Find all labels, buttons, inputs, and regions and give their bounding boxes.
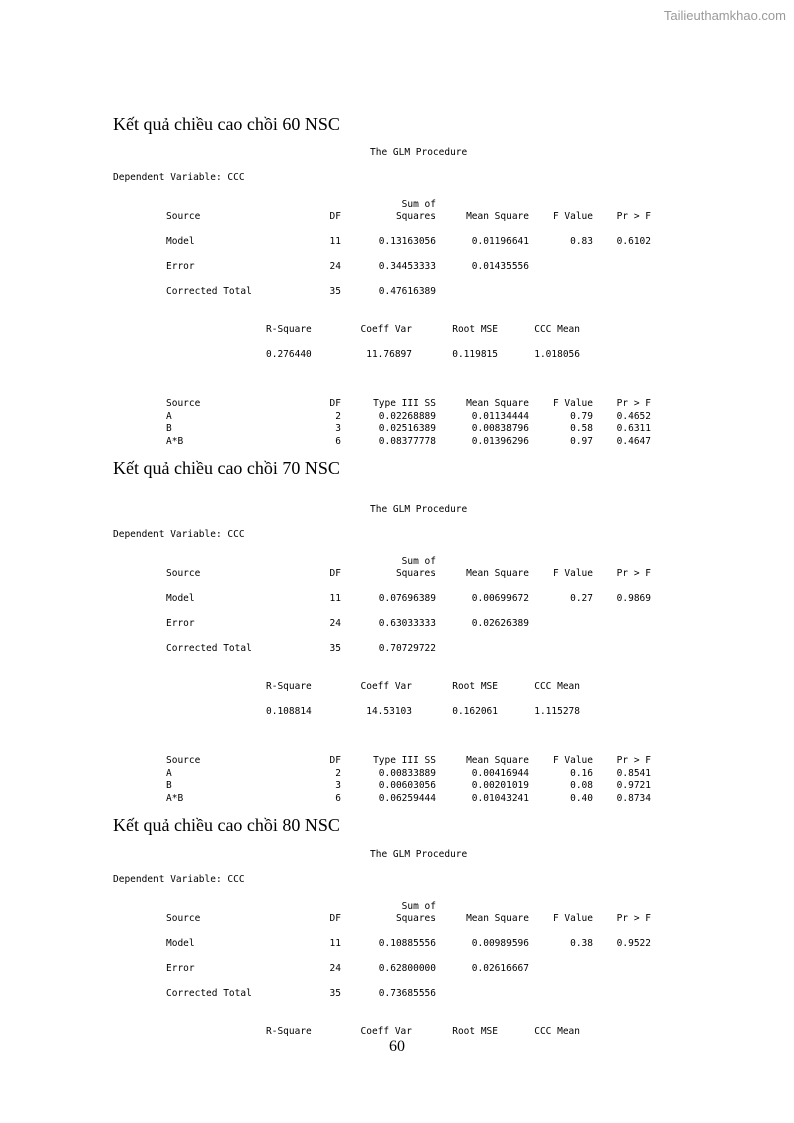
root-mse-value: 0.119815 — [452, 348, 498, 360]
anova-table — [166, 554, 651, 654]
col-source: Source — [166, 398, 201, 409]
col-pr-f: Pr > F — [616, 211, 651, 222]
col-f-value: F Value — [552, 913, 593, 924]
cell-ms: 0.00838796 — [471, 423, 529, 434]
cell-ms: 0.01435556 — [471, 261, 529, 272]
cell-p: 0.9522 — [616, 938, 651, 949]
cell-ss: 0.02516389 — [378, 423, 436, 434]
cell-source: Model — [166, 593, 195, 604]
cell-f — [529, 272, 593, 297]
cell-ms: 0.00416944 — [471, 767, 529, 779]
cell-df: 24 — [329, 618, 341, 629]
cell-f — [529, 604, 593, 629]
col-mean-square: Mean Square — [466, 755, 529, 766]
col-coeff-var: Coeff Var — [360, 1025, 412, 1037]
coeff-var-value: 11.76897 — [366, 348, 412, 360]
table-row — [166, 629, 651, 654]
col-squares: Squares — [395, 568, 436, 579]
col-source: Source — [166, 913, 201, 924]
col-mean-square: Mean Square — [466, 211, 529, 222]
table-row — [166, 766, 651, 779]
col-mean-square: Mean Square — [466, 568, 529, 579]
table-row — [166, 247, 651, 272]
col-ccc-mean: CCC Mean — [534, 1025, 580, 1037]
table-row — [166, 579, 651, 604]
cell-ss: 0.06259444 — [378, 792, 436, 804]
col-sum-of: Sum of — [401, 900, 436, 912]
cell-f — [529, 247, 593, 272]
cell-df: 35 — [329, 286, 341, 297]
cell-ms — [436, 629, 529, 654]
cell-source: Error — [166, 963, 195, 974]
col-f-value: F Value — [552, 755, 593, 766]
col-source: Source — [166, 755, 201, 766]
cell-source: Corrected Total — [166, 988, 252, 999]
cell-ss: 0.07696389 — [378, 593, 436, 604]
cell-ss: 0.34453333 — [378, 261, 436, 272]
col-pr-f: Pr > F — [616, 398, 651, 409]
cell-source: A — [166, 767, 172, 779]
cell-f: 0.16 — [570, 767, 593, 779]
procedure-title: The GLM Procedure — [370, 849, 468, 860]
type3-table — [166, 741, 651, 804]
cell-source: Corrected Total — [166, 286, 252, 297]
col-type3: Type III SS — [373, 755, 436, 766]
col-r-square: R-Square — [266, 680, 312, 692]
cell-f: 0.08 — [570, 780, 593, 791]
cell-ss: 0.00833889 — [378, 767, 436, 779]
cell-df: 35 — [329, 643, 341, 654]
ccc-mean-value: 1.115278 — [534, 705, 580, 717]
fit-statistics-table — [266, 1024, 586, 1037]
col-df: DF — [329, 568, 341, 579]
cell-ss: 0.62800000 — [378, 963, 436, 974]
col-r-square: R-Square — [266, 323, 312, 335]
table-row — [166, 409, 651, 422]
col-squares: Squares — [395, 211, 436, 222]
anova-table — [166, 197, 651, 297]
cell-p — [593, 247, 651, 272]
col-source: Source — [166, 568, 201, 579]
cell-p: 0.4647 — [616, 435, 651, 447]
anova-table — [166, 899, 651, 999]
fit-statistics-table — [266, 322, 586, 360]
cell-df: 35 — [329, 988, 341, 999]
cell-ms: 0.02616667 — [471, 963, 529, 974]
col-f-value: F Value — [552, 211, 593, 222]
cell-f: 0.79 — [570, 410, 593, 422]
col-f-value: F Value — [552, 568, 593, 579]
cell-ms: 0.01396296 — [471, 435, 529, 447]
cell-p — [593, 604, 651, 629]
col-pr-f: Pr > F — [616, 755, 651, 766]
cell-source: B — [166, 780, 172, 791]
col-root-mse: Root MSE — [452, 680, 498, 692]
col-sum-of: Sum of — [401, 198, 436, 210]
col-source: Source — [166, 211, 201, 222]
table-row — [166, 779, 651, 792]
cell-ss: 0.02268889 — [378, 410, 436, 422]
cell-f: 0.27 — [570, 593, 593, 604]
table-row — [166, 422, 651, 435]
type3-table — [166, 384, 651, 447]
col-ccc-mean: CCC Mean — [534, 680, 580, 692]
cell-ms — [436, 272, 529, 297]
cell-df: 6 — [335, 792, 341, 804]
col-root-mse: Root MSE — [452, 1025, 498, 1037]
cell-p — [593, 974, 651, 999]
dependent-variable: Dependent Variable: CCC — [113, 172, 245, 183]
cell-source: Error — [166, 261, 195, 272]
watermark: Tailieuthamkhao.com — [663, 8, 786, 23]
cell-ss: 0.10885556 — [378, 938, 436, 949]
table-row — [166, 434, 651, 447]
cell-source: Model — [166, 938, 195, 949]
ccc-mean-value: 1.018056 — [534, 348, 580, 360]
col-mean-square: Mean Square — [466, 398, 529, 409]
section-heading: Kết quả chiều cao chồi 80 NSC — [113, 815, 340, 835]
cell-ms: 0.02626389 — [471, 618, 529, 629]
cell-ss: 0.70729722 — [378, 643, 436, 654]
procedure-title: The GLM Procedure — [370, 504, 468, 515]
table-row — [166, 949, 651, 974]
cell-df: 6 — [335, 435, 341, 447]
coeff-var-value: 14.53103 — [366, 705, 412, 717]
cell-ms: 0.00201019 — [471, 780, 529, 791]
cell-ss: 0.63033333 — [378, 618, 436, 629]
cell-ms: 0.01134444 — [471, 410, 529, 422]
procedure-title: The GLM Procedure — [370, 147, 468, 158]
cell-ss: 0.73685556 — [378, 988, 436, 999]
cell-df: 24 — [329, 261, 341, 272]
dependent-variable: Dependent Variable: CCC — [113, 529, 245, 540]
r-square-value: 0.276440 — [266, 348, 312, 360]
col-type3: Type III SS — [373, 398, 436, 409]
cell-source: B — [166, 423, 172, 434]
col-pr-f: Pr > F — [616, 913, 651, 924]
cell-p: 0.6311 — [616, 423, 651, 434]
cell-ss: 0.13163056 — [378, 236, 436, 247]
col-root-mse: Root MSE — [452, 323, 498, 335]
table-row — [166, 974, 651, 999]
table-row — [166, 604, 651, 629]
col-sum-of: Sum of — [401, 555, 436, 567]
cell-p — [593, 949, 651, 974]
table-row — [166, 222, 651, 247]
cell-p — [593, 629, 651, 654]
cell-p — [593, 272, 651, 297]
cell-ss: 0.47616389 — [378, 286, 436, 297]
cell-source: Corrected Total — [166, 643, 252, 654]
cell-source: Model — [166, 236, 195, 247]
cell-df: 2 — [335, 410, 341, 422]
cell-f — [529, 949, 593, 974]
r-square-value: 0.108814 — [266, 705, 312, 717]
table-row — [166, 791, 651, 804]
cell-source: A*B — [166, 435, 184, 447]
cell-df: 11 — [329, 593, 341, 604]
cell-ms: 0.01196641 — [471, 236, 529, 247]
root-mse-value: 0.162061 — [452, 705, 498, 717]
cell-p: 0.8734 — [616, 792, 651, 804]
cell-p: 0.6102 — [616, 236, 651, 247]
cell-f: 0.83 — [570, 236, 593, 247]
table-row — [166, 272, 651, 297]
cell-source: A*B — [166, 792, 184, 804]
cell-ms: 0.00699672 — [471, 593, 529, 604]
col-pr-f: Pr > F — [616, 568, 651, 579]
col-df: DF — [329, 398, 341, 409]
dependent-variable: Dependent Variable: CCC — [113, 874, 245, 885]
col-coeff-var: Coeff Var — [360, 680, 412, 692]
col-f-value: F Value — [552, 398, 593, 409]
cell-f: 0.97 — [570, 435, 593, 447]
page-number: 60 — [389, 1038, 405, 1055]
cell-source: A — [166, 410, 172, 422]
cell-f: 0.40 — [570, 792, 593, 804]
col-r-square: R-Square — [266, 1025, 312, 1037]
cell-df: 2 — [335, 767, 341, 779]
cell-f — [529, 629, 593, 654]
cell-df: 11 — [329, 938, 341, 949]
cell-ms — [436, 974, 529, 999]
cell-f: 0.58 — [570, 423, 593, 434]
col-squares: Squares — [395, 913, 436, 924]
col-mean-square: Mean Square — [466, 913, 529, 924]
cell-df: 3 — [335, 423, 341, 434]
cell-ss: 0.00603056 — [378, 780, 436, 791]
fit-statistics-table — [266, 679, 586, 717]
cell-df: 3 — [335, 780, 341, 791]
cell-ms: 0.00989596 — [471, 938, 529, 949]
col-df: DF — [329, 913, 341, 924]
col-ccc-mean: CCC Mean — [534, 323, 580, 335]
table-row — [166, 924, 651, 949]
col-coeff-var: Coeff Var — [360, 323, 412, 335]
section-heading: Kết quả chiều cao chồi 70 NSC — [113, 458, 340, 478]
cell-df: 24 — [329, 963, 341, 974]
cell-df: 11 — [329, 236, 341, 247]
cell-ss: 0.08377778 — [378, 435, 436, 447]
cell-f — [529, 974, 593, 999]
cell-f: 0.38 — [570, 938, 593, 949]
col-df: DF — [329, 211, 341, 222]
cell-p: 0.8541 — [616, 767, 651, 779]
section-heading: Kết quả chiều cao chồi 60 NSC — [113, 114, 340, 134]
cell-source: Error — [166, 618, 195, 629]
cell-p: 0.4652 — [616, 410, 651, 422]
cell-p: 0.9721 — [616, 780, 651, 791]
cell-ms: 0.01043241 — [471, 792, 529, 804]
col-df: DF — [329, 755, 341, 766]
cell-p: 0.9869 — [616, 593, 651, 604]
